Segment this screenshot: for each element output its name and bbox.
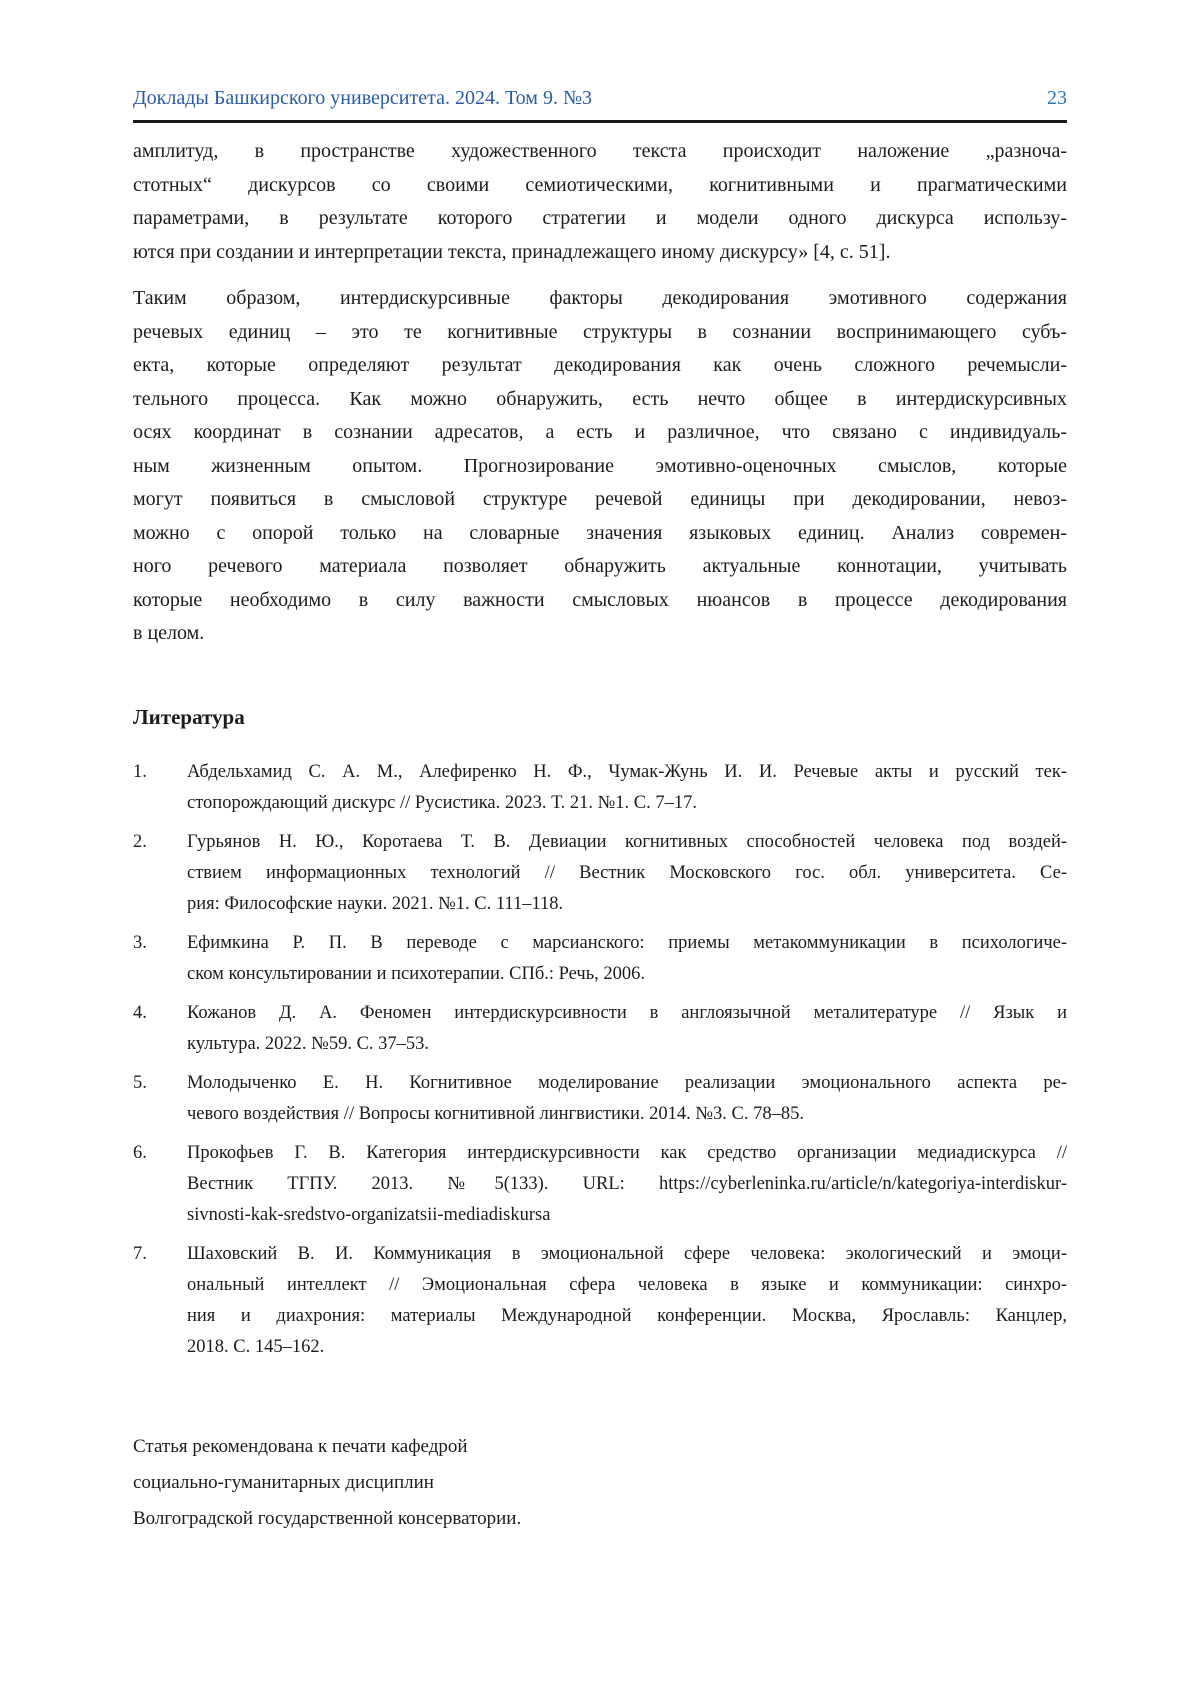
body-paragraph-1: амплитуд, в пространстве художественного текста происходит наложение „разноча- стотных“ дискурсов со своими семиотическими, когнитивными и прагматическими параметрами, в результате которого стратегии и модели одного дискурса использу- ются при создании и интерпретации текста, принадлежащего иному дискурсу» [4, с. 51].	[133, 140, 1067, 263]
body-paragraph-2: Таким образом, интердискурсивные факторы декодирования эмотивного содержания речевых единиц – это те когнитивные структуры в сознании воспринимающего субъ- екта, которые определяют результат декодирования как очень сложного речемысли- тельного процесса. Как можно обнаружить, есть нечто общее в интердискурсивных осях координат в сознании адресатов, а есть и различное, что связано с индивидуаль- ным жизненным опытом. Прогнозирование эмотивно-оценочных смыслов, которые могут появиться в смысловой структуре речевой единицы при декодировании, невоз- можно с опорой только на словарные значения языковых единиц. Анализ современ- ного речевого материала позволяет обнаружить актуальные коннотации, учитывать которые необходимо в силу важности смысловых нюансов в процессе декодирования в целом.	[133, 287, 1067, 644]
reference-number: 7.	[133, 1243, 147, 1264]
footer-note: Статья рекомендована к печати кафедрой социально-гуманитарных дисциплин Волгоградской государственной консерватории.	[133, 1435, 522, 1529]
reference-text: Абдельхамид С. А. М., Алефиренко Н. Ф., Чумак-Жунь И. И. Речевые акты и русский тек- стопорождающий дискурс // Русистика. 2023. Т. 21. №1. С. 7–17.	[187, 761, 1067, 813]
reference-item	[133, 757, 1067, 819]
reference-item	[133, 998, 1067, 1060]
reference-text: Молодыченко Е. Н. Когнитивное моделирование реализации эмоционального аспекта ре- чевого воздействия // Вопросы когнитивной лингвистики. 2014. №3. С. 78–85.	[187, 1072, 1067, 1124]
reference-text: Шаховский В. И. Коммуникация в эмоциональной сфере человека: экологический и эмоци- ональный интеллект // Эмоциональная сфера человека в языке и коммуникации: синхро- ния и диахрония: материалы Международной конференции. Москва, Ярославль: Канцлер, 2018. С. 145–162.	[187, 1243, 1067, 1357]
reference-text: Прокофьев Г. В. Категория интердискурсивности как средство организации медиадискурса // Вестник ТГПУ. 2013. №5(133). URL: https://cyberleninka.ru/article/n/kategoriya-interdiskur- sivnosti-kak-sredstvo-organizatsii-mediadiskursa	[187, 1142, 1067, 1225]
reference-item	[133, 827, 1067, 920]
reference-item	[133, 1239, 1067, 1363]
reference-text: Кожанов Д. А. Феномен интердискурсивности в англоязычной металитературе // Язык и культура. 2022. №59. С. 37–53.	[187, 1002, 1067, 1054]
reference-number: 3.	[133, 932, 147, 953]
journal-title: Доклады Башкирского университета. 2024. Том 9. №3	[133, 87, 593, 109]
reference-number: 6.	[133, 1142, 147, 1163]
reference-item	[133, 928, 1067, 990]
references-list	[133, 757, 1067, 1363]
reference-text: Гурьянов Н. Ю., Коротаева Т. В. Девиации когнитивных способностей человека под воздей- ствием информационных технологий // Вестник Московского гос. обл. университета. Се- рия: Философские науки. 2021. №1. С. 111–118.	[187, 831, 1067, 914]
reference-number: 2.	[133, 831, 147, 852]
reference-number: 4.	[133, 1002, 147, 1023]
references-heading: Литература	[133, 704, 245, 729]
page-header	[133, 86, 1067, 123]
reference-text: Ефимкина Р. П. В переводе с марсианского: приемы метакоммуникации в психологиче- ском консультировании и психотерапии. СПб.: Речь, 2006.	[187, 932, 1067, 984]
reference-number: 5.	[133, 1072, 147, 1093]
reference-item	[133, 1068, 1067, 1130]
reference-number: 1.	[133, 761, 147, 782]
page-number: 23	[1047, 87, 1067, 109]
reference-item	[133, 1138, 1067, 1231]
article-body	[133, 135, 1067, 1363]
